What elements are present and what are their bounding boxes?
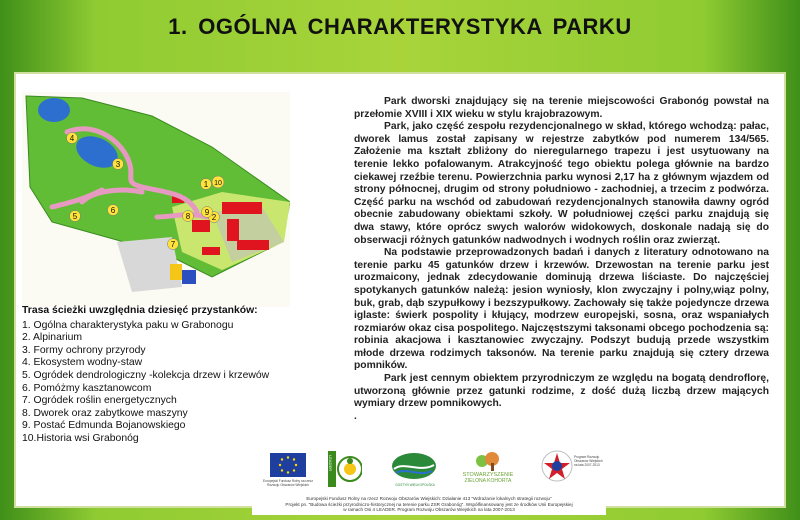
paragraph: Park, jako część zespołu rezydencjonalnego w skład, którego wchodzą: pałac, dworek lamus został zapisany w rejestrze zabytków pod numerem 134/565. Założenie ma kształt zbliżony do nieregularnego trapezu i jest usytuowany na terenie lekko pofalowanym. Atrakcyjność tego obiektu polega głównie na bardzo ciekawej rzeźbie terenu. Powierzchnia parku wynosi 2,17 ha z głównym wjazdem od strony północnej, drugim od strony południowo - zachodniej, a trzecim z podwórza. Część parku na wschód od zabudowań rezydencjonalnych stanowiła dawny ogród obecnie zabudowany obiektami szkoły. W południowej części parku znajdują się dwa stawy, które oprócz swych walorów widokowych, doskonale nadają się do obserwacji różnych gatunków nadwodnych i wodnych roślin oraz zwierząt. bbox=[354, 121, 769, 246]
footer-line: w ramach Osi 4 LEADER. Program Rozwoju Obszarów Wiejskich na lata 2007-2013 bbox=[343, 507, 515, 513]
paragraph: Park jest cennym obiektem przyrodniczym ze względu na bogatą dendroflorę, utworzoną głównie przez gatunki rodzime, z dość dużą liczbą drzew mających wymiary drzew pomnikowych. bbox=[354, 373, 769, 410]
park-map bbox=[22, 92, 290, 307]
marker-10 bbox=[212, 176, 224, 188]
building-1 bbox=[222, 202, 262, 214]
eu-flag-logo bbox=[270, 453, 306, 477]
list-item: 7. Ogródek roślin energetycznych bbox=[22, 395, 177, 407]
gostyn-caption: GOSTYŃ WIELKOPOLSKA bbox=[395, 483, 435, 487]
marker-label: 8 bbox=[185, 212, 191, 221]
trail-heading: Trasa ścieżki uwzględnia dziesięć przystanków: bbox=[22, 305, 258, 316]
list-item: 8. Dworek oraz zabytkowe maszyny bbox=[22, 407, 188, 419]
marker-6 bbox=[108, 205, 119, 216]
marker-label: 3 bbox=[115, 160, 121, 169]
list-item: 5. Ogródek dendrologiczny -kolekcja drzew i krzewów bbox=[22, 369, 270, 381]
marker-5 bbox=[70, 211, 81, 222]
paragraph: Na podstawie przeprowadzonych badań i danych z literatury odnotowano na terenie parku 45 gatunków drzew i krzewów. Drzewostan na terenie parku jest urozmaicony, jednak zdecydowanie dominują drzewa liściaste. Do najczęściej spotykanych gatunków należą: jesion wyniosły, klon zwyczajny i polny,wiąz polny, buk, grab, dąb szypułkowy i bezszypułkowy. Zachowały się także pojedyncze drzewa iglaste: świerk pospolity i kłujący, modrzew europejski, sosna, oraz wspaniałych rozmiarów okaz cisa pospolitego. Najczęstszymi taksonami obcego pochodzenia są: robinia akacjowa i kasztanowiec zwyczajny. Podszyt budują przede wszystkim młode drzewa rodzimych taksonów. Na terenie parku znajdują się cztery drzewa pomników. bbox=[354, 247, 769, 372]
garden-square bbox=[170, 264, 182, 280]
building-3 bbox=[192, 220, 210, 232]
building-2 bbox=[227, 219, 239, 241]
list-item: 2. Alpinarium bbox=[22, 332, 83, 344]
marker-label: 5 bbox=[72, 212, 78, 221]
marker-9 bbox=[202, 207, 213, 218]
list-item: 1. Ogólna charakterystyka paku w Grabonogu bbox=[22, 319, 234, 331]
list-item: 9. Postać Edmunda Bojanowskiego bbox=[22, 420, 186, 432]
list-item: 6. Pomóżmy kasztanowcom bbox=[22, 382, 152, 394]
marker-4 bbox=[67, 133, 78, 144]
marker-1 bbox=[201, 179, 212, 190]
prow-logo bbox=[540, 449, 574, 483]
gostyn-logo bbox=[390, 451, 438, 481]
stowarzyszenie-logo-icon bbox=[474, 451, 502, 471]
marker-label: 1 bbox=[203, 180, 209, 189]
park-description bbox=[354, 96, 769, 423]
garden-square-2 bbox=[182, 270, 196, 284]
leader-caption: LEADER bbox=[328, 455, 333, 472]
paragraph: Park dworski znajdujący się na terenie miejscowości Grabonóg powstał na przełomie XVIII i XIX wieku w stylu krajobrazowym. bbox=[354, 96, 769, 120]
marker-label: 6 bbox=[110, 206, 116, 215]
marker-label: 4 bbox=[69, 134, 75, 143]
building-5 bbox=[202, 247, 220, 255]
stowarzyszenie-title: STOWARZYSZENIE bbox=[462, 472, 514, 478]
marker-label: 7 bbox=[170, 240, 176, 249]
list-item: 4. Ekosystem wodny-staw bbox=[22, 357, 143, 369]
marker-label: 10 bbox=[214, 180, 222, 187]
prow-caption: Program Rozwoju Obszarów Wiejskich na lata 2007-2013 bbox=[574, 455, 603, 467]
building-4 bbox=[237, 240, 269, 250]
paragraph: . bbox=[354, 410, 357, 422]
footer-line: Europejski Fundusz Rolny na rzecz Rozwoju Obszarów Wiejskich: Działanie 413 "Wdrażanie lokalnych strategii rozwoju" bbox=[306, 496, 552, 501]
page-title: 1. OGÓLNA CHARAKTERYSTYKA PARKU bbox=[168, 14, 632, 39]
marker-3 bbox=[113, 159, 124, 170]
eu-caption: Europejski Fundusz Rolny na rzecz Rozwoju Obszarów Wiejskich bbox=[263, 479, 313, 487]
stowarzyszenie-subtitle: ZIELONA KOHORTA bbox=[464, 478, 512, 484]
footer-line: Projekt pn. "Budowa ścieżki przyrodniczo-historycznej na terenie parku ZSR Grabonóg". Współfinansowany jest ze środków Unii Europejskiej bbox=[285, 501, 573, 507]
list-item: 3. Formy ochrony przyrody bbox=[22, 344, 146, 356]
trail-list bbox=[22, 320, 292, 446]
marker-7 bbox=[168, 239, 179, 250]
funding-footer bbox=[252, 496, 606, 513]
leader-logo bbox=[328, 451, 362, 487]
marker-label: 2 bbox=[211, 213, 217, 222]
list-item: 10.Historia wsi Grabonóg bbox=[22, 432, 139, 444]
pond-1 bbox=[38, 98, 70, 122]
marker-8 bbox=[183, 211, 194, 222]
marker-label: 9 bbox=[204, 208, 210, 217]
trail-stops bbox=[22, 305, 292, 446]
